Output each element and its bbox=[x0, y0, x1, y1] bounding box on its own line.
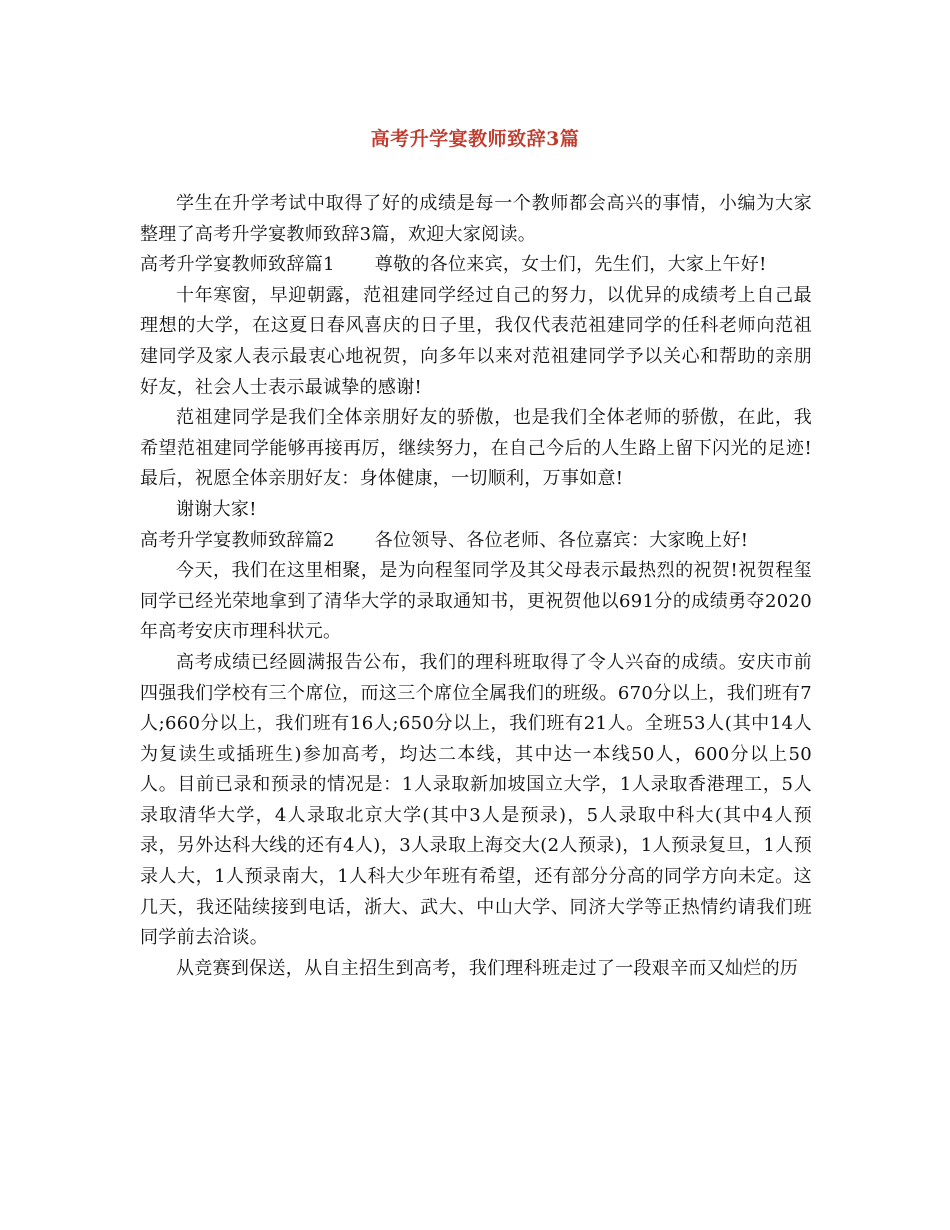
speech-2-paragraph-1: 今天，我们在这里相聚，是为向程玺同学及其父母表示最热烈的祝贺!祝贺程玺同学已经光荣地拿到了清华大学的录取通知书，更祝贺他以691分的成绩勇夺2020年高考安庆市理科状元。 bbox=[140, 560, 812, 643]
speech-1-paragraph-1: 十年寒窗，早迎朝露，范祖建同学经过自己的努力，以优异的成绩考上自己最理想的大学，在这夏日春风喜庆的日子里，我仅代表范祖建同学的任科老师向范祖建同学及家人表示最衷心地祝贺，向多年以来对范祖建同学予以关心和帮助的亲朋好友，社会人士表示最诚挚的感谢! bbox=[140, 284, 812, 398]
speech-1-paragraph-2: 范祖建同学是我们全体亲朋好友的骄傲，也是我们全体老师的骄傲，在此，我希望范祖建同学能够再接再厉，继续努力，在自己今后的人生路上留下闪光的足迹!最后，祝愿全体亲朋好友：身体健康，一切顺利，万事如意! bbox=[140, 407, 812, 490]
speech-2-heading: 高考升学宴教师致辞篇2 bbox=[140, 529, 335, 551]
document-body bbox=[140, 189, 812, 984]
intro-paragraph: 学生在升学考试中取得了好的成绩是每一个教师都会高兴的事情，小编为大家整理了高考升学宴教师致辞3篇，欢迎大家阅读。 bbox=[140, 193, 812, 245]
speech-1-greeting: 尊敬的各位来宾，女士们，先生们，大家上午好! bbox=[374, 254, 767, 276]
speech-2-paragraph-2: 高考成绩已经圆满报告公布，我们的理科班取得了令人兴奋的成绩。安庆市前四强我们学校有三个席位，而这三个席位全属我们的班级。670分以上，我们班有7人;660分以上，我们班有16人;650分以上，我们班有21人。全班53人(其中14人为复读生或插班生)参加高考，均达二本线，其中达一本线50人，600分以上50人。目前已录和预录的情况是：1人录取新加坡国立大学，1人录取香港理工，5人录取清华大学，4人录取北京大学(其中3人是预录)，5人录取中科大(其中4人预录，另外达科大线的还有4人)，3人录取上海交大(2人预录)，1人预录复旦，1人预录人大，1人预录南大，1人科大少年班有希望，还有部分分高的同学方向未定。这几天，我还陆续接到电话，浙大、武大、中山大学、同济大学等正热情约请我们班同学前去洽谈。 bbox=[140, 651, 812, 949]
speech-1-heading-line bbox=[140, 250, 812, 281]
speech-2-paragraph-3: 从竞赛到保送，从自主招生到高考，我们理科班走过了一段艰辛而又灿烂的历 bbox=[176, 957, 799, 979]
speech-1-heading: 高考升学宴教师致辞篇1 bbox=[140, 254, 335, 276]
speech-2-greeting: 各位领导、各位老师、各位嘉宾：大家晚上好! bbox=[374, 529, 749, 551]
speech-2-heading-line bbox=[140, 526, 812, 557]
document-title: 高考升学宴教师致辞3篇 bbox=[370, 128, 580, 150]
speech-1-closing: 谢谢大家! bbox=[176, 498, 257, 520]
